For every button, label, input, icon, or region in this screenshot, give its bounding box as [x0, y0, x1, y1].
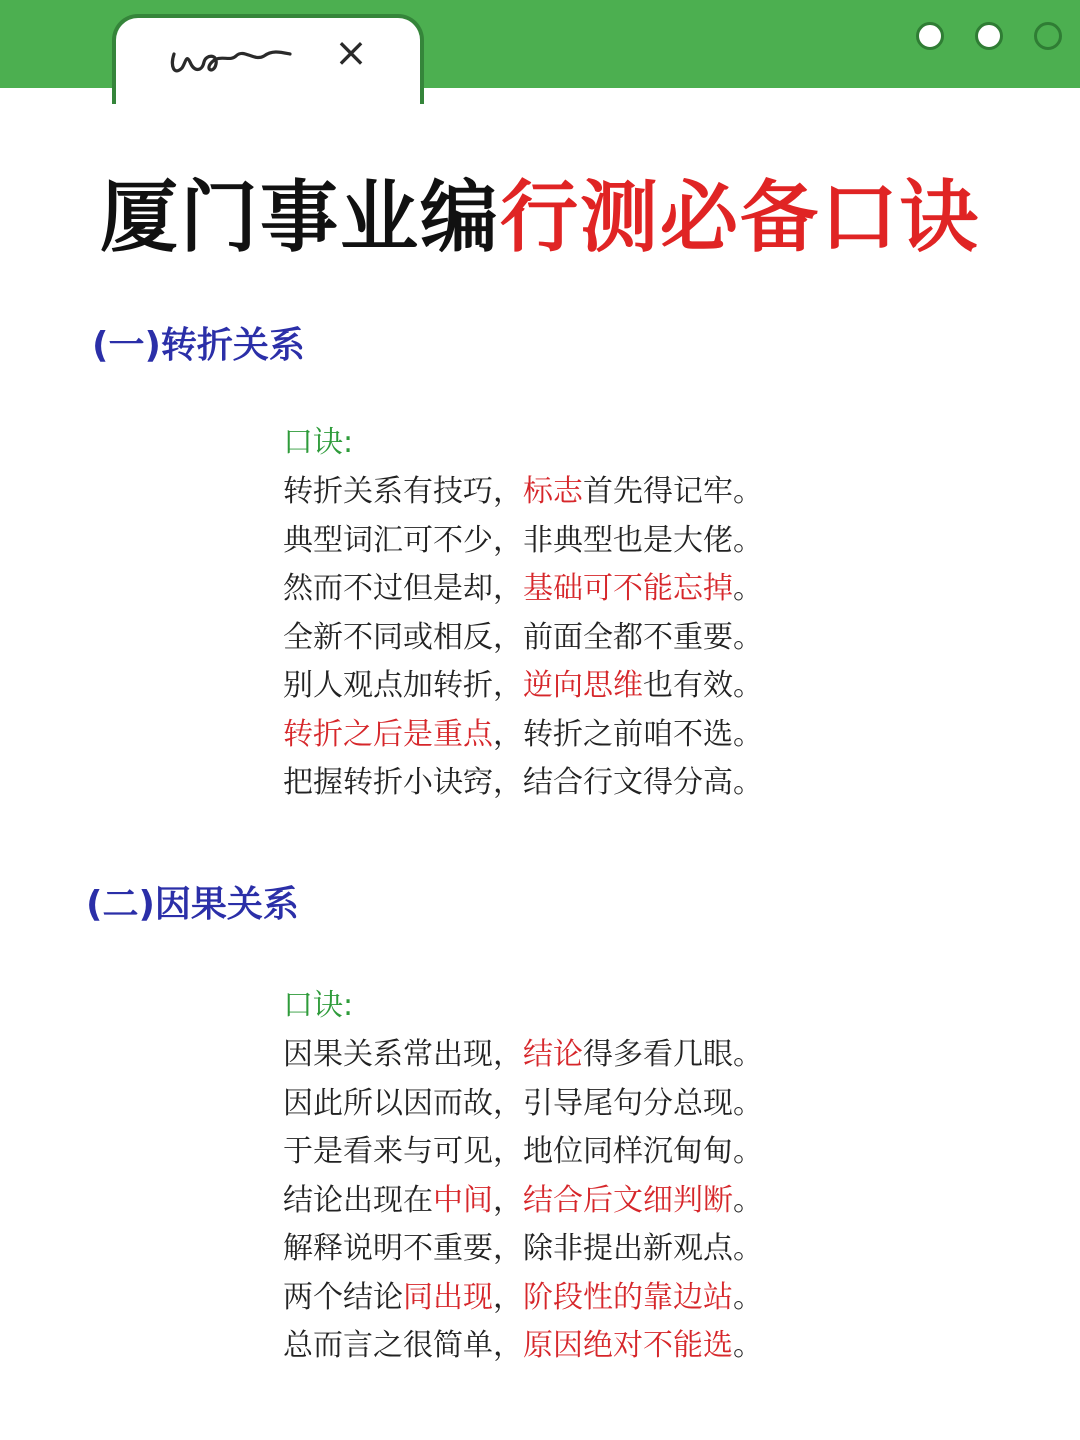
- verse-line: [283, 468, 843, 517]
- verse-text: ，: [493, 1182, 523, 1218]
- verse-line: [283, 662, 843, 711]
- highlighted-text: 标志: [523, 474, 583, 509]
- page-title: [0, 168, 1080, 268]
- verse-line: [283, 759, 843, 808]
- verse-text: 于是看来与可见，地位同样沉甸甸。: [283, 1134, 763, 1169]
- verse-text: 总而言之很简单，: [283, 1328, 523, 1363]
- window-control-icon[interactable]: [1034, 22, 1062, 50]
- highlighted-text: 中间: [433, 1182, 493, 1218]
- verse-text: 转折关系有技巧，: [283, 474, 523, 509]
- verse-text: 因果关系常出现，: [283, 1037, 523, 1072]
- highlighted-text: 同出现: [403, 1279, 493, 1315]
- verse-text: 然而不过但是却，: [283, 571, 523, 606]
- verse-line: [283, 1225, 843, 1274]
- verse-line: [283, 1031, 843, 1080]
- verse-line: [283, 517, 843, 566]
- highlighted-text: 基础可不能忘掉: [523, 571, 733, 606]
- section-heading: (一)转折关系: [92, 325, 305, 366]
- highlighted-text: 原因绝对不能选: [523, 1328, 733, 1363]
- highlighted-text: 阶段性的靠边站: [523, 1279, 733, 1315]
- verse-line: [283, 1322, 843, 1371]
- title-part-black: 厦门事业编: [99, 173, 500, 263]
- highlighted-text: 结合后文细判断: [523, 1182, 733, 1218]
- verse-text: 也有效。: [643, 668, 763, 703]
- window-control-icon[interactable]: [975, 22, 1003, 50]
- window-control-icon[interactable]: [916, 22, 944, 50]
- browser-tab[interactable]: [112, 14, 424, 104]
- section-heading: (二)因果关系: [86, 884, 299, 925]
- verse-block: [283, 1031, 843, 1371]
- highlighted-text: 逆向思维: [523, 668, 643, 703]
- verse-text: 。: [733, 1279, 763, 1315]
- title-part-red: 行测必备口诀: [500, 173, 981, 263]
- verse-text: 把握转折小诀窍，结合行文得分高。: [283, 765, 763, 800]
- verse-line: [283, 1080, 843, 1129]
- verse-text: ，转折之前咱不选。: [493, 716, 763, 752]
- verse-text: 。: [733, 571, 763, 606]
- verse-text: 解释说明不重要，除非提出新观点。: [283, 1231, 763, 1266]
- verse-text: 首先得记牢。: [583, 474, 763, 509]
- tab-close-icon[interactable]: ×: [334, 30, 368, 76]
- verse-line: [283, 565, 843, 614]
- verse-text: 得多看几眼。: [583, 1037, 763, 1072]
- verse-text: 别人观点加转折，: [283, 668, 523, 703]
- highlighted-text: 结论: [523, 1037, 583, 1072]
- verse-text: 结论出现在: [283, 1182, 433, 1218]
- verse-label: 口诀:: [283, 988, 354, 1023]
- verse-line: [283, 1128, 843, 1177]
- handwritten-signature-icon: [164, 32, 304, 82]
- highlighted-text: 转折之后是重点: [283, 716, 493, 752]
- verse-block: [283, 468, 843, 808]
- verse-label: 口诀:: [283, 425, 354, 460]
- verse-line: [283, 1274, 843, 1323]
- verse-text: 典型词汇可不少，非典型也是大佬。: [283, 522, 763, 558]
- verse-line: [283, 614, 843, 663]
- verse-text: 全新不同或相反，前面全都不重要。: [283, 619, 763, 655]
- verse-text: 因此所以因而故，引导尾句分总现。: [283, 1085, 763, 1121]
- verse-text: 。: [733, 1328, 763, 1363]
- verse-text: 两个结论: [283, 1279, 403, 1315]
- verse-text: 。: [733, 1182, 763, 1218]
- verse-line: [283, 1177, 843, 1226]
- verse-line: [283, 711, 843, 760]
- verse-text: ，: [493, 1279, 523, 1315]
